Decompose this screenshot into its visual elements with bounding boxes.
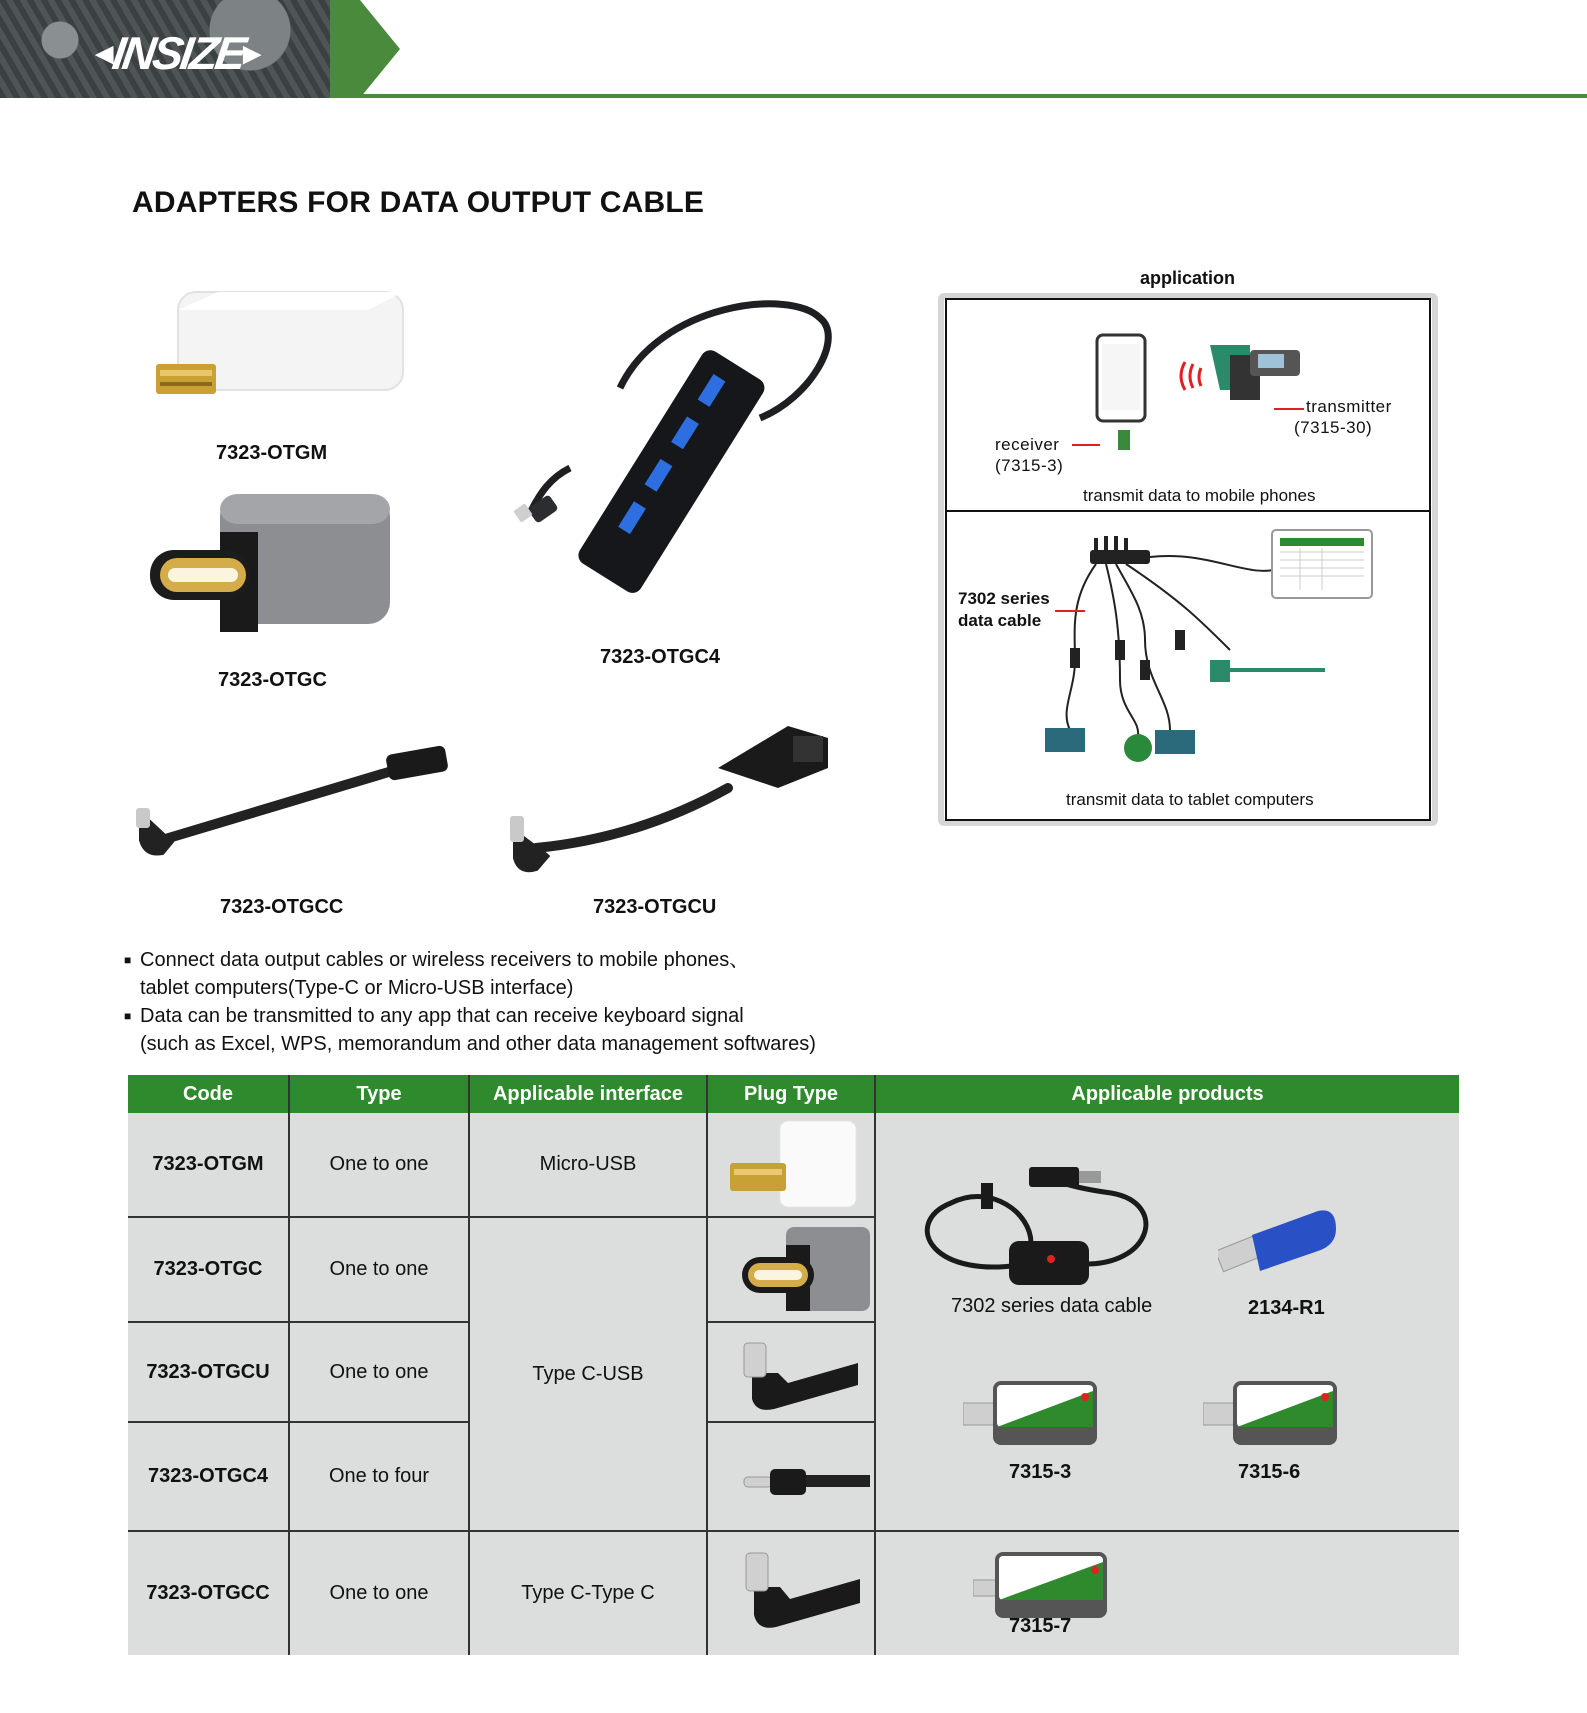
- table-cell-code: 7323-OTGM: [152, 1153, 264, 1175]
- logo-right-arrow-icon: ▸: [243, 34, 261, 72]
- bullet-square-icon: ■: [124, 1009, 132, 1023]
- receiver-label: receiver: [995, 435, 1060, 454]
- receiver-code: (7315-3): [995, 456, 1064, 475]
- transmitter-code: (7315-30): [1294, 418, 1373, 437]
- table-cell-interface: Micro-USB: [539, 1153, 637, 1175]
- table-divider: [874, 1075, 876, 1655]
- cable-leader-line: [1055, 610, 1085, 612]
- header-interface: Applicable interface: [470, 1075, 706, 1113]
- application-title: application: [1140, 268, 1236, 288]
- table-divider: [706, 1075, 708, 1655]
- table-row-divider: [706, 1421, 874, 1423]
- header-code: Code: [128, 1075, 288, 1113]
- phone-receiver-transmitter-illustration: [1090, 330, 1410, 460]
- plug-microusb-image: [728, 1119, 858, 1209]
- bullet-item: ■ Connect data output cables or wireless receivers to mobile phones、 tablet computers(Type-C or Micro-USB interface): [124, 946, 816, 1002]
- page-header: [0, 0, 1587, 100]
- otgcu-cable-image: [508, 718, 838, 878]
- caption-tablet: transmit data to tablet computers: [1066, 790, 1314, 809]
- table-cell-code: 7323-OTGC: [153, 1258, 263, 1280]
- caption-mobile: transmit data to mobile phones: [1083, 486, 1316, 505]
- receiver-leader-line: [1072, 444, 1100, 446]
- product-label: 7323-OTGC: [218, 669, 327, 691]
- bullet-item: ■ Data can be transmitted to any app that can receive keyboard signal (such as Excel, WPS, memorandum and other data management softwares): [124, 1002, 816, 1058]
- table-cell-type: One to one: [329, 1360, 429, 1383]
- spec-table: [128, 1075, 1459, 1655]
- plug-typec-typec-image: [740, 1547, 870, 1637]
- logo-left-arrow-icon: ◂: [96, 34, 114, 72]
- otgcc-cable-image: [132, 740, 452, 870]
- otgc4-hub-image: [510, 278, 850, 618]
- table-cell-interface: Type C-USB: [532, 1362, 644, 1385]
- application-divider: [945, 510, 1431, 512]
- insize-logo: ◂ INSIZE ▸: [96, 27, 261, 79]
- tablet-multi-cable-illustration: [1030, 520, 1380, 770]
- receiver-7315-6-image: [1203, 1367, 1343, 1451]
- header-applicable-products: Applicable products: [876, 1075, 1459, 1113]
- header-green-chevron: [330, 0, 400, 98]
- table-cell-code: 7323-OTGC4: [147, 1465, 269, 1487]
- usb-receiver-2134-image: [1218, 1205, 1338, 1285]
- product-label: 7323-OTGC4: [600, 646, 721, 668]
- plug-typec-hub-image: [740, 1455, 870, 1505]
- product-label: 7302 series data cable: [951, 1295, 1153, 1317]
- product-label: 7315-6: [1238, 1461, 1301, 1483]
- receiver-7315-3-image: [963, 1367, 1103, 1451]
- table-cell-type: One to one: [329, 1153, 429, 1175]
- otgc-adapter-image: [148, 492, 398, 642]
- table-cell-type: One to four: [328, 1465, 430, 1487]
- otgm-adapter-image: [148, 272, 410, 422]
- table-cell-type: One to one: [329, 1258, 429, 1280]
- product-label: 7323-OTGCU: [593, 896, 717, 918]
- product-label: 2134-R1: [1248, 1297, 1325, 1319]
- table-cell-type: One to one: [329, 1582, 429, 1604]
- header-plug-type: Plug Type: [708, 1075, 874, 1113]
- page-title: ADAPTERS FOR DATA OUTPUT CABLE: [132, 186, 705, 219]
- product-label: 7323-OTGCC: [220, 896, 344, 918]
- product-label: 7323-OTGM: [216, 442, 328, 464]
- table-cell-code: 7323-OTGCC: [146, 1582, 270, 1604]
- product-label: 7315-3: [1009, 1461, 1072, 1483]
- plug-typec-angled-image: [738, 1337, 868, 1417]
- table-cell-interface: Type C-Type C: [521, 1582, 655, 1604]
- cable-label-line1: 7302 series: [958, 589, 1050, 608]
- bullet-square-icon: ■: [124, 953, 132, 967]
- cable-label-line2: data cable: [958, 611, 1042, 630]
- receiver-7315-7-image: [973, 1540, 1113, 1624]
- plug-typec-image: [740, 1225, 870, 1315]
- header-rule: [360, 94, 1587, 98]
- table-cell-code: 7323-OTGCU: [146, 1360, 270, 1383]
- feature-bullets: [124, 946, 816, 1058]
- transmitter-label: transmitter: [1306, 397, 1392, 416]
- transmitter-leader-line: [1274, 408, 1304, 410]
- header-type: Type: [290, 1075, 468, 1113]
- data-cable-7302-image: [911, 1163, 1161, 1303]
- table-row-divider: [706, 1321, 874, 1323]
- product-label: 7315-7: [1009, 1615, 1072, 1637]
